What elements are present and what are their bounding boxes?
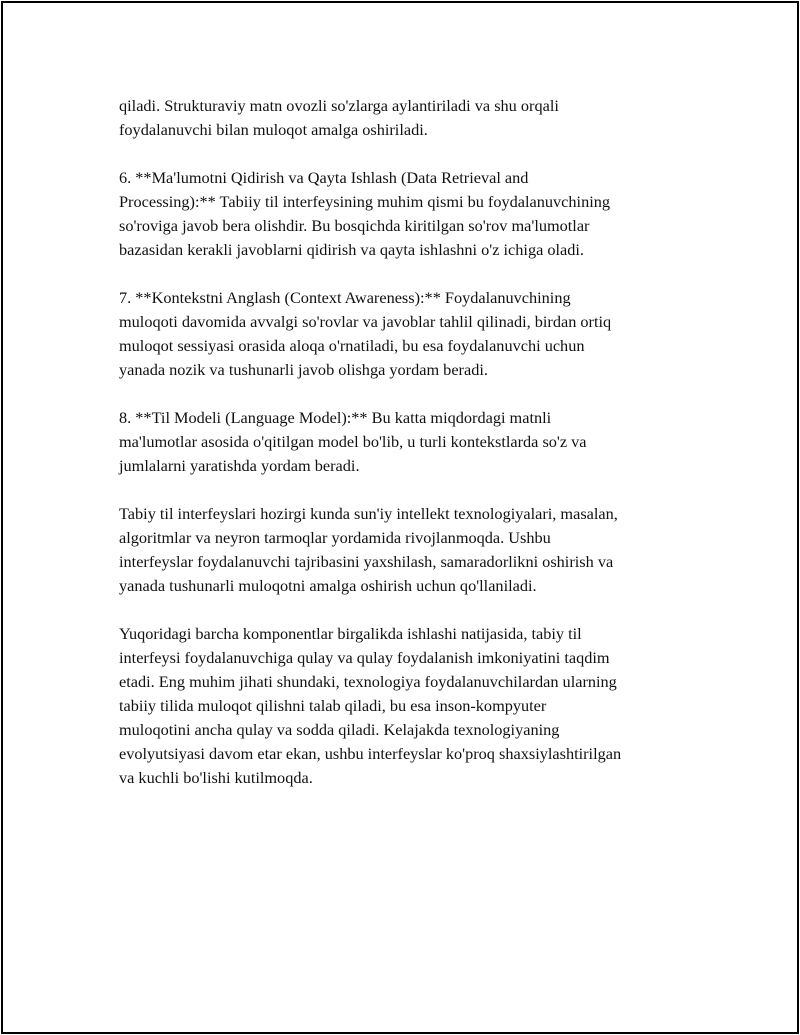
document-page bbox=[1, 1, 799, 1034]
text-line: evolyutsiyasi davom etar ekan, ushbu interfeyslar ko'proq shaxsiylashtirilgan bbox=[119, 744, 622, 763]
paragraph-conclusion bbox=[119, 622, 699, 790]
text-line: muloqoti davomida avvalgi so'rovlar va javoblar tahlil qilinadi, birdan ortiq bbox=[119, 312, 612, 331]
text-line: etadi. Eng muhim jihati shundaki, texnologiya foydalanuvchilardan ularning bbox=[119, 672, 617, 691]
text-line: ma'lumotlar asosida o'qitilgan model bo'lib, u turli kontekstlarda so'z va bbox=[119, 432, 587, 451]
text-line: 8. **Til Modeli (Language Model):** Bu katta miqdordagi matnli bbox=[119, 408, 552, 427]
text-line: 7. **Kontekstni Anglash (Context Awareness):** Foydalanuvchining bbox=[119, 288, 571, 307]
text-line: interfeyslar foydalanuvchi tajribasini yaxshilash, samaradorlikni oshirish va bbox=[119, 552, 614, 571]
text-line: yanada nozik va tushunarli javob olishga yordam beradi. bbox=[119, 360, 488, 379]
text-line: 6. **Ma'lumotni Qidirish va Qayta Ishlash (Data Retrieval and bbox=[119, 168, 529, 187]
text-line: foydalanuvchi bilan muloqot amalga oshiriladi. bbox=[119, 120, 428, 139]
text-line: va kuchli bo'lishi kutilmoqda. bbox=[119, 768, 313, 787]
text-line: yanada tushunarli muloqotni amalga oshirish uchun qo'llaniladi. bbox=[119, 576, 537, 595]
text-line: so'roviga javob bera olishdir. Bu bosqichda kiritilgan so'rov ma'lumotlar bbox=[119, 216, 590, 235]
text-line: muloqot sessiyasi orasida aloqa o'rnatiladi, bu esa foydalanuvchi uchun bbox=[119, 336, 585, 355]
paragraph-item-8 bbox=[119, 406, 699, 478]
paragraph-continuation bbox=[119, 94, 699, 142]
paragraph-item-6 bbox=[119, 166, 699, 262]
text-line: Yuqoridagi barcha komponentlar birgalikda ishlashi natijasida, tabiy til bbox=[119, 624, 582, 643]
text-line: tabiiy tilida muloqot qilishni talab qiladi, bu esa inson-kompyuter bbox=[119, 696, 547, 715]
text-line: Tabiy til interfeyslari hozirgi kunda sun'iy intellekt texnologiyalari, masalan, bbox=[119, 504, 618, 523]
paragraph-item-7 bbox=[119, 286, 699, 382]
text-line: bazasidan kerakli javoblarni qidirish va qayta ishlashni o'z ichiga oladi. bbox=[119, 240, 585, 259]
text-line: muloqotini ancha qulay va sodda qiladi. Kelajakda texnologiyaning bbox=[119, 720, 560, 739]
text-line: Processing):** Tabiiy til interfeysining muhim qismi bu foydalanuvchining bbox=[119, 192, 611, 211]
paragraph-ai-technologies bbox=[119, 502, 699, 598]
document-body bbox=[119, 94, 699, 790]
text-line: jumlalarni yaratishda yordam beradi. bbox=[119, 456, 360, 475]
text-line: interfeysi foydalanuvchiga qulay va qulay foydalanish imkoniyatini taqdim bbox=[119, 648, 610, 667]
text-line: algoritmlar va neyron tarmoqlar yordamida rivojlanmoqda. Ushbu bbox=[119, 528, 551, 547]
text-line: qiladi. Strukturaviy matn ovozli so'zlarga aylantiriladi va shu orqali bbox=[119, 96, 559, 115]
